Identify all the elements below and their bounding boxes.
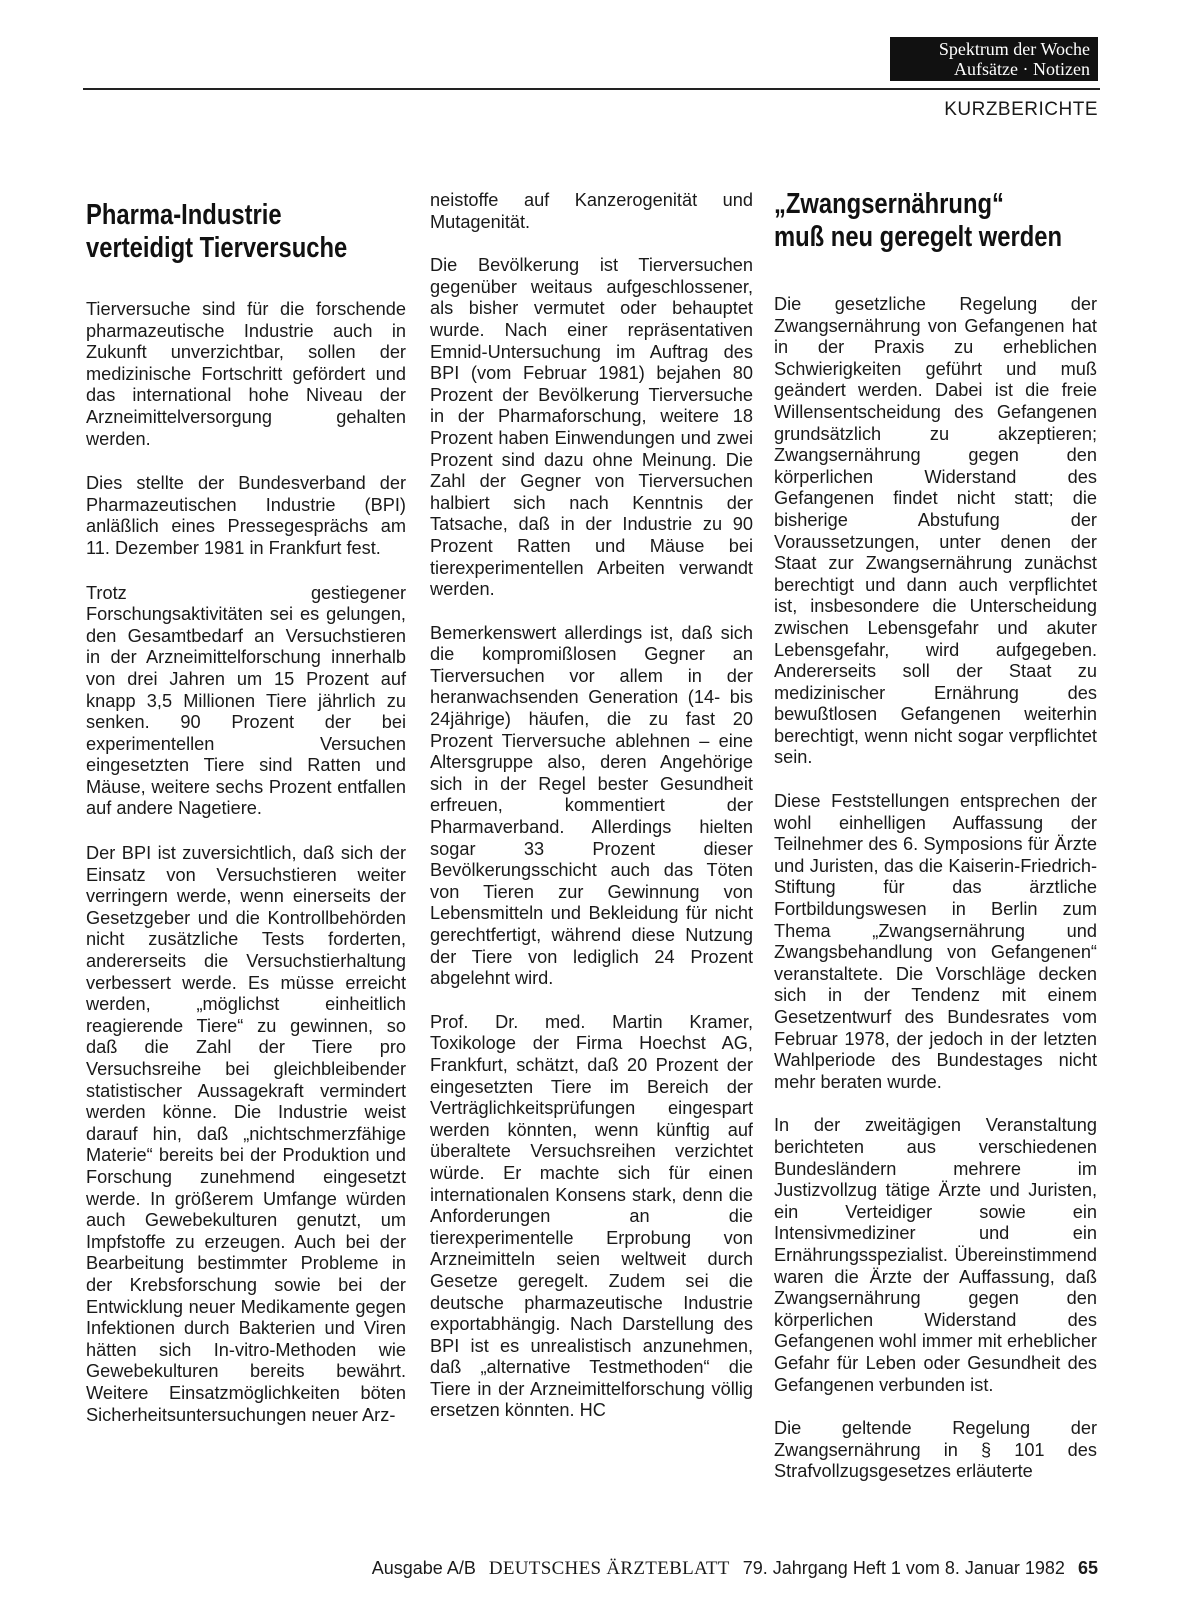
footer-edition: Ausgabe A/B — [371, 1558, 476, 1578]
top-rule — [83, 88, 1100, 90]
article-2-title — [774, 188, 1097, 254]
column-2 — [430, 190, 753, 1422]
column-1 — [86, 192, 406, 1426]
article-1-paragraph: neistoffe auf Kanzerogenität und Mutagenität. — [430, 190, 753, 232]
page-footer — [86, 1558, 1098, 1580]
article-1-paragraph: Dies stellte der Bundesverband der Pharmazeutischen Industrie (BPI) anläßlich eines Pressegesprächs am 11. Dezember 1981 in Frankfurt fest. — [86, 473, 406, 558]
article-1-paragraph: Der BPI ist zuversichtlich, daß sich der Einsatz von Versuchstieren weiter verringern werde, wenn einerseits der Gesetzgeber und die Kontrollbehörden nicht zusätzliche Tests forderten, andererseits die Versuchstierhaltung verbessert werde. Es müsse erreicht werden, „möglichst einheitlich reagierende Tiere“ zu gewinnen, so daß die Zahl der Tiere pro Versuchsreihe bei gleichbleibender statistischer Aussagekraft vermindert werden könne. Die Industrie weist darauf hin, daß „nichtschmerzfähige Materie“ bereits bei der Produktion und Forschung zunehmend eingesetzt werde. In größerem Umfange würden auch Gewebekulturen genutzt, um Impfstoffe zu erzeugen. Auch bei der Bearbeitung bestimmter Probleme in der Krebsforschung sowie bei der Entwicklung neuer Medikamente gegen Infektionen durch Bakterien und Viren hätten sich In-vitro-Methoden wie Gewebekulturen bereits bewährt. Weitere Einsatzmöglichkeiten böten Sicherheitsuntersuchungen neuer Arz- — [86, 843, 406, 1425]
article-1-paragraph: Trotz gestiegener Forschungsaktivitäten sei es gelungen, den Gesamtbedarf an Versuchstieren in der Arzneimittelforschung innerhalb von drei Jahren um 15 Prozent auf knapp 3,5 Millionen Tiere jährlich zu senken. 90 Prozent der bei experimentellen Versuchen eingesetzten Tiere sind Ratten und Mäuse, weitere sechs Prozent entfallen auf andere Nagetiere. — [86, 582, 406, 819]
column-3 — [774, 188, 1097, 1483]
article-1-title — [86, 199, 406, 265]
article-2-title-line-1: „Zwangsernährung“ — [774, 188, 1004, 220]
section-badge — [890, 37, 1098, 81]
article-1-paragraph: Die Bevölkerung ist Tierversuchen gegenüber weitaus aufgeschlossener, als bisher vermutet oder behauptet wurde. Nach einer repräsentativen Emnid-Untersuchung im Auftrag des BPI (vom Februar 1981) bejahen 80 Prozent der Bevölkerung Tierversuche in der Pharmaforschung, weitere 18 Prozent haben Einwendungen und zwei Prozent sind dazu ohne Meinung. Die Zahl der Gegner von Tierversuchen halbiert sich nach Kenntnis der Tatsache, daß in der Industrie zu 90 Prozent Ratten und Mäuse bei tierexperimentellen Arbeiten verwandt werden. — [430, 255, 753, 600]
article-1-title-line-1: Pharma-Industrie — [86, 199, 282, 231]
page-number: 65 — [1077, 1558, 1098, 1578]
article-1-paragraph: Tierversuche sind für die forschende pharmazeutische Industrie auch in Zukunft unverzichtbar, sollen der medizinische Fortschritt gefördert und das international hohe Niveau der Arzneimittelversorgung gehalten werden. — [86, 299, 406, 449]
article-2-paragraph: Diese Feststellungen entsprechen der wohl einhelligen Auffassung der Teilnehmer des 6. Symposions für Ärzte und Juristen, das die Kaiserin-Friedrich-Stiftung für das ärztliche Fortbildungswesen in Berlin zum Thema „Zwangsernährung und Zwangsbehandlung von Gefangenen“ veranstaltete. Die Vorschläge decken sich in der Tendenz mit einem Gesetzentwurf des Bundesrates vom Februar 1978, der jedoch in der letzten Wahlperiode des Bundestages nicht mehr beraten wurde. — [774, 791, 1097, 1092]
article-2-paragraph: Die gesetzliche Regelung der Zwangsernährung von Gefangenen hat in der Praxis zu erheblichen Schwierigkeiten geführt und muß geändert werden. Dabei ist die freie Willensentscheidung des Gefangenen grundsätzlich zu akzeptieren; Zwangsernährung gegen den körperlichen Widerstand des Gefangenen findet nicht statt; die bisherige Abstufung der Voraussetzungen, unter denen der Staat zur Zwangsernährung zunächst berechtigt und dann auch verpflichtet ist, insbesondere die Unterscheidung zwischen Lebensgefahr und akuter Lebensgefahr, wird aufgegeben. Andererseits soll der Staat zu medizinischer Ernährung des bewußtlosen Gefangenen weiterhin berechtigt, wenn nicht sogar verpflichtet sein. — [774, 294, 1097, 768]
article-2-paragraph: Die geltende Regelung der Zwangsernährung in § 101 des Strafvollzugsgesetzes erläuterte — [774, 1418, 1097, 1482]
article-1-paragraph: Prof. Dr. med. Martin Kramer, Toxikologe der Firma Hoechst AG, Frankfurt, schätzt, daß 20 Prozent der eingesetzten Tiere im Bereich der Verträglichkeitsprüfungen eingespart werden könnten, wenn künftig auf überaltete Versuchsreihen verzichtet würde. Er machte sich für einen internationalen Konsens stark, denn die Anforderungen an die tierexperimentelle Erprobung von Arzneimitteln seien weltweit durch Gesetze geregelt. Zudem sei die deutsche pharmazeutische Industrie exportabhängig. Nach Darstellung des BPI ist es unrealistisch anzunehmen, daß „alternative Testmethoden“ die Tiere in der Arzneimittelforschung völlig ersetzen könnten. HC — [430, 1011, 753, 1421]
badge-line-1: Spektrum der Woche — [938, 39, 1090, 59]
badge-line-2: Aufsätze · Notizen — [954, 59, 1090, 79]
footer-issue: 79. Jahrgang Heft 1 vom 8. Januar 1982 — [742, 1558, 1065, 1578]
article-1-title-line-2: verteidigt Tierversuche — [86, 232, 348, 264]
article-2-paragraph: In der zweitägigen Veranstaltung berichteten aus verschiedenen Bundesländern mehrere im Justizvollzug tätige Ärzte und Juristen, ein Verteidiger sowie ein Intensivmediziner und ein Ernährungsspezialist. Übereinstimmend waren die Ärzte der Auffassung, daß Zwangsernährung gegen den körperlichen Widerstand des Gefangenen wohl immer mit erheblicher Gefahr für Leben oder Gesundheit des Gefangenen verbunden ist. — [774, 1115, 1097, 1395]
section-label: KURZBERICHTE — [944, 99, 1098, 120]
footer-journal: DEUTSCHES ÄRZTEBLATT — [488, 1558, 730, 1579]
article-2-title-line-2: muß neu geregelt werden — [774, 221, 1063, 253]
article-1-paragraph: Bemerkenswert allerdings ist, daß sich die kompromißlosen Gegner an Tierversuchen vor allem in der heranwachsenden Generation (14- bis 24jährige) häufen, die zu fast 20 Prozent Tierversuche ablehnen – eine Altersgruppe also, deren Angehörige sich in der Regel bester Gesundheit erfreuen, kommentiert der Pharmaverband. Allerdings hielten sogar 33 Prozent dieser Bevölkerungsschicht auch das Töten von Tieren zur Gewinnung von Lebensmitteln und Bekleidung für nicht gerechtfertigt, während diese Nutzung der Tiere von lediglich 24 Prozent abgelehnt wird. — [430, 622, 753, 989]
